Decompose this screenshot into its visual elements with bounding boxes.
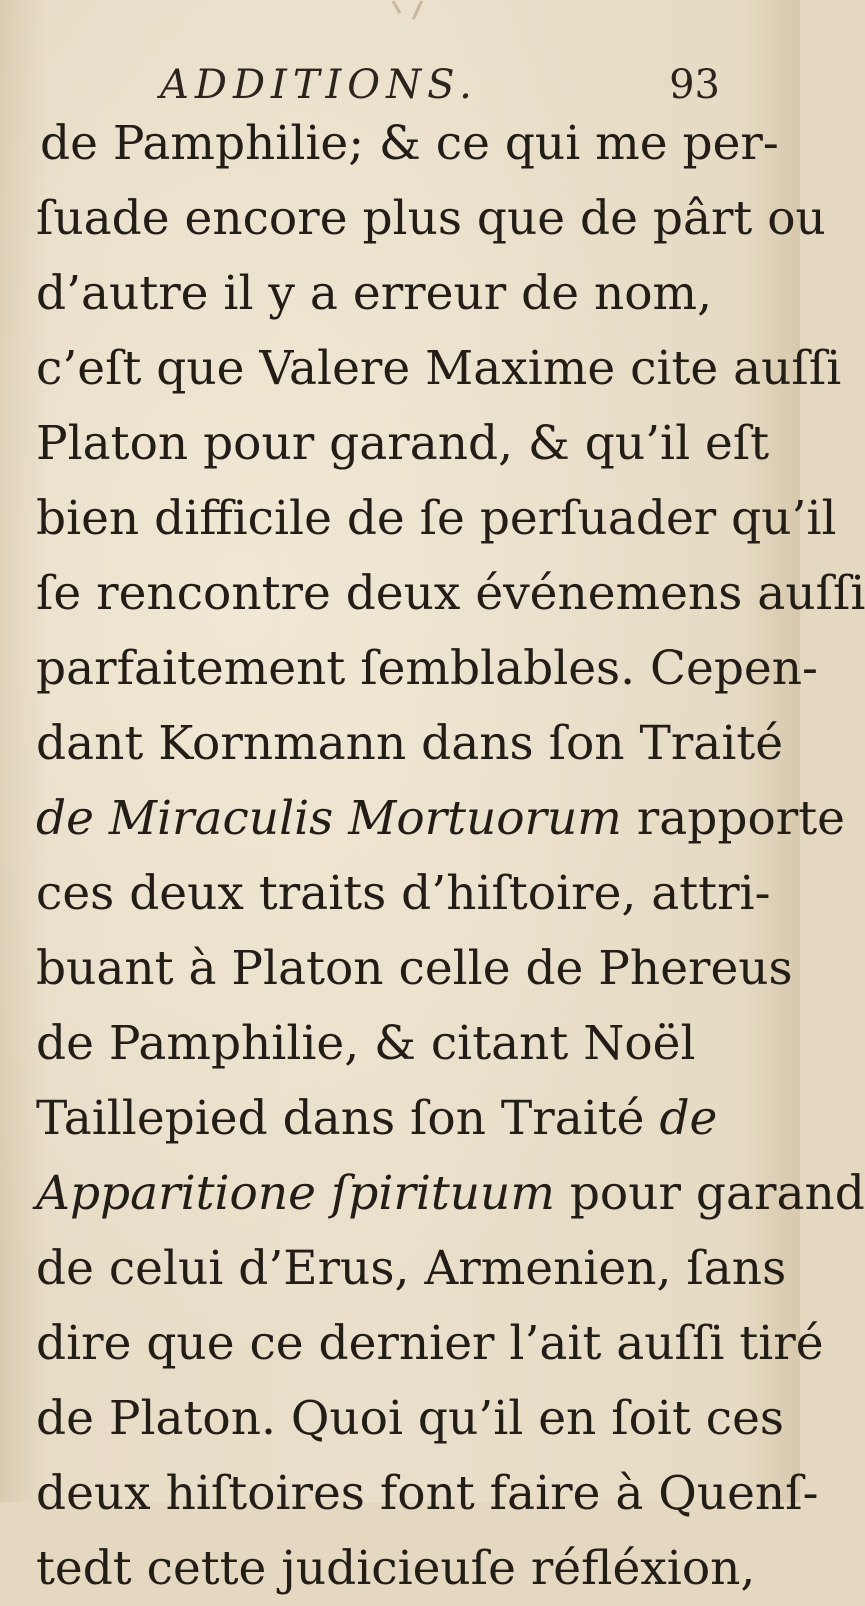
italic-title: Apparitione ſpirituum xyxy=(36,1166,555,1221)
paper-mark xyxy=(412,0,423,19)
text-line: de celui d’Erus, Armenien, ſans xyxy=(36,1241,787,1296)
text-line: c’eſt que Valere Maxime cite auſſi xyxy=(36,341,842,396)
text-line: dant Kornmann dans ſon Traité xyxy=(36,716,784,771)
text-line: buant à Platon celle de Phereus xyxy=(36,941,793,996)
text-line: deux hiſtoires font faire à Quenſ- xyxy=(36,1466,819,1521)
text-line: tedt cette judicieuſe réfléxion, xyxy=(36,1541,756,1596)
text-line: de Platon. Quoi qu’il en ſoit ces xyxy=(36,1391,785,1446)
paper-mark xyxy=(392,0,402,14)
line-text: Taillepied dans ſon Traité xyxy=(36,1091,660,1146)
italic-title: de Miraculis Mortuorum xyxy=(36,791,622,846)
text-line: ſe rencontre deux événemens auſſi xyxy=(36,566,865,621)
text-line: ſuade encore plus que de pârt ou xyxy=(36,191,826,246)
running-head: ADDITIONS. xyxy=(160,62,478,108)
text-line: bien difficile de ſe perſuader qu’il xyxy=(36,491,837,546)
text-line: de Pamphilie; & ce qui me per- xyxy=(40,116,779,171)
text-line: d’autre il y a erreur de nom, xyxy=(36,266,713,321)
line-text: rapporte xyxy=(621,791,845,846)
italic-word: de xyxy=(659,1091,718,1146)
text-line: ces deux traits d’hiſtoire, attri- xyxy=(36,866,771,921)
text-line: parfaitement ſemblables. Cepen- xyxy=(36,641,818,696)
text-line xyxy=(36,1081,717,1156)
page-number: 93 xyxy=(669,62,720,108)
text-line: Platon pour garand, & qu’il eſt xyxy=(36,416,770,471)
text-line xyxy=(36,1156,865,1231)
text-line xyxy=(36,781,845,856)
line-text: pour garand xyxy=(554,1166,865,1221)
text-line: dire que ce dernier l’ait auſſi tiré xyxy=(36,1316,824,1371)
text-line: de Pamphilie, & citant Noël xyxy=(36,1016,696,1071)
